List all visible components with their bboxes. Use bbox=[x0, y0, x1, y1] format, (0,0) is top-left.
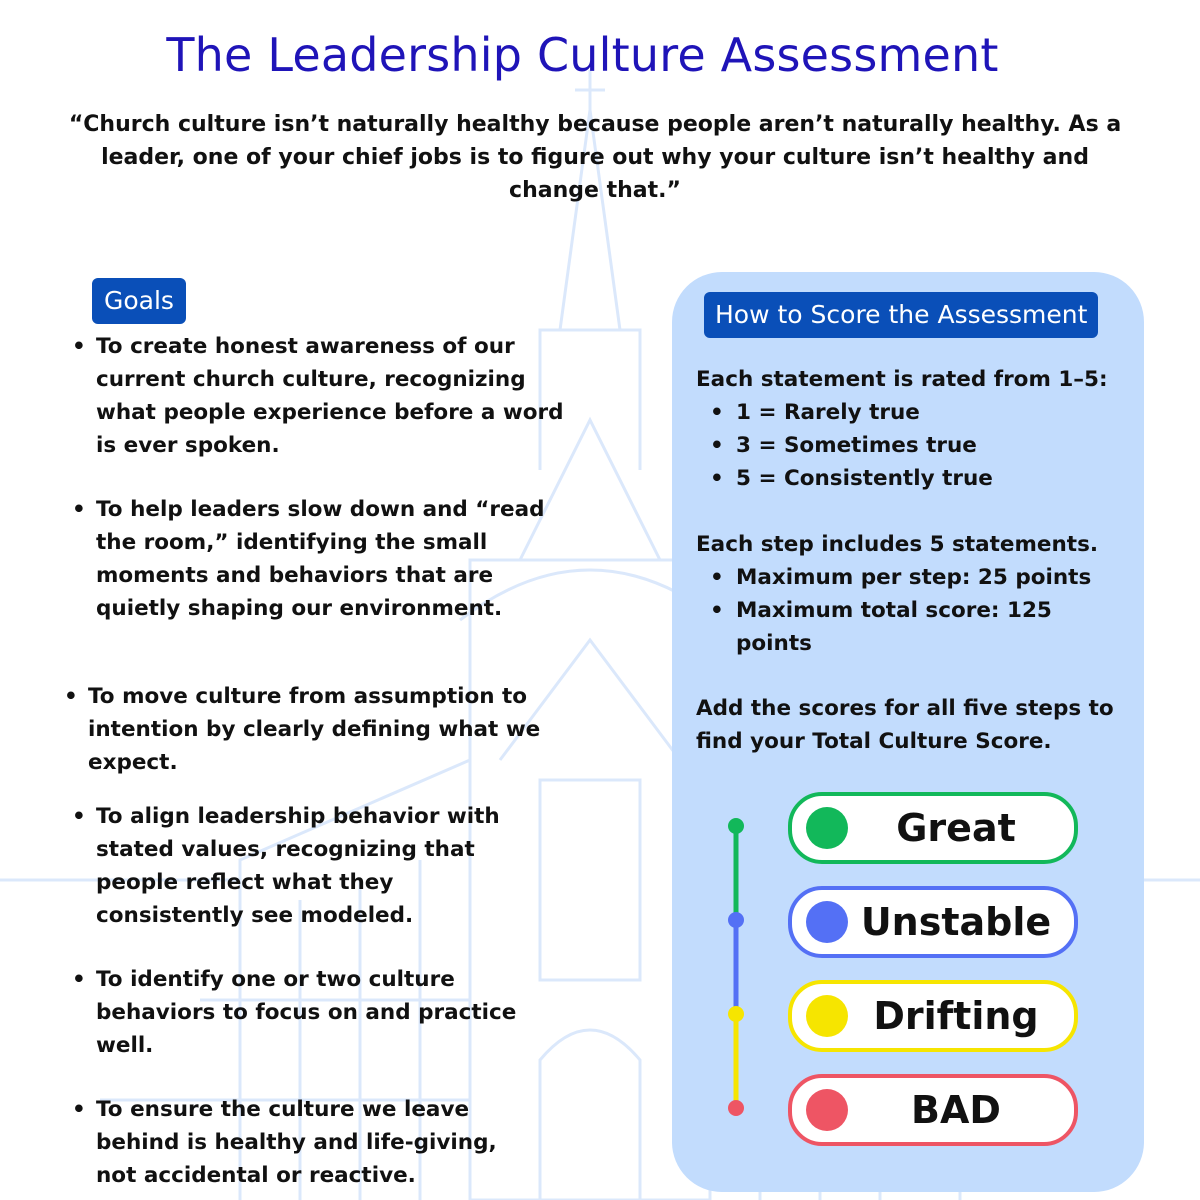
status-dot-icon bbox=[806, 807, 848, 849]
goal-item: • To ensure the culture we leave behind is healthy and life-giving, not accidental or reactive. bbox=[96, 1093, 516, 1192]
scale-dot-unstable bbox=[728, 912, 744, 928]
rating-item: • 5 = Consistently true bbox=[736, 462, 1116, 495]
bullet-icon: • bbox=[710, 565, 724, 590]
goal-item: • To help leaders slow down and “read the room,” identifying the small moments and behaviors that are quietly shaping our environment. bbox=[96, 493, 556, 625]
scale-dot-great bbox=[728, 818, 744, 834]
page-title: The Leadership Culture Assessment bbox=[166, 28, 999, 82]
scale-dot-drifting bbox=[728, 1006, 744, 1022]
level-drifting: Drifting bbox=[788, 980, 1078, 1052]
level-bad: BAD bbox=[788, 1074, 1078, 1146]
bullet-icon: • bbox=[710, 466, 724, 491]
bullet-icon: • bbox=[72, 967, 86, 992]
score-scale-line bbox=[718, 810, 754, 1120]
bullet-icon: • bbox=[710, 433, 724, 458]
bullet-icon: • bbox=[72, 334, 86, 359]
bullet-icon: • bbox=[710, 598, 724, 623]
goal-item: • To identify one or two culture behaviors to focus on and practice well. bbox=[96, 963, 546, 1062]
bullet-icon: • bbox=[72, 1097, 86, 1122]
bullet-icon: • bbox=[72, 804, 86, 829]
rating-item: • 3 = Sometimes true bbox=[736, 429, 1116, 462]
intro-quote: “Church culture isn’t naturally healthy because people aren’t naturally healthy. As a leader, one of your chief jobs is to figure out why your culture isn’t healthy and change that.” bbox=[68, 112, 1122, 203]
bullet-icon: • bbox=[72, 497, 86, 522]
step-intro: Each step includes 5 statements. bbox=[696, 532, 1099, 557]
status-dot-icon bbox=[806, 995, 848, 1037]
goal-item: • To align leadership behavior with stated values, recognizing that people reflect what they consistently see modeled. bbox=[96, 800, 536, 932]
step-item: • Maximum per step: 25 points bbox=[736, 561, 1126, 594]
step-item: • Maximum total score: 125 points bbox=[736, 594, 1096, 660]
level-unstable: Unstable bbox=[788, 886, 1078, 958]
scale-dot-bad bbox=[728, 1100, 744, 1116]
status-dot-icon bbox=[806, 1089, 848, 1131]
goal-item: • To move culture from assumption to intention by clearly defining what we expect. bbox=[88, 680, 566, 779]
rating-item: • 1 = Rarely true bbox=[736, 396, 1116, 429]
rating-intro: Each statement is rated from 1–5: bbox=[696, 367, 1108, 392]
goals-heading: Goals bbox=[92, 278, 186, 324]
total-score-text: Add the scores for all five steps to find your Total Culture Score. bbox=[696, 696, 1114, 754]
bullet-icon: • bbox=[710, 400, 724, 425]
scoring-heading: How to Score the Assessment bbox=[704, 292, 1098, 338]
bullet-icon: • bbox=[64, 684, 78, 709]
status-dot-icon bbox=[806, 901, 848, 943]
level-great: Great bbox=[788, 792, 1078, 864]
goal-item: • To create honest awareness of our current church culture, recognizing what people experience before a word is ever spoken. bbox=[96, 330, 566, 462]
